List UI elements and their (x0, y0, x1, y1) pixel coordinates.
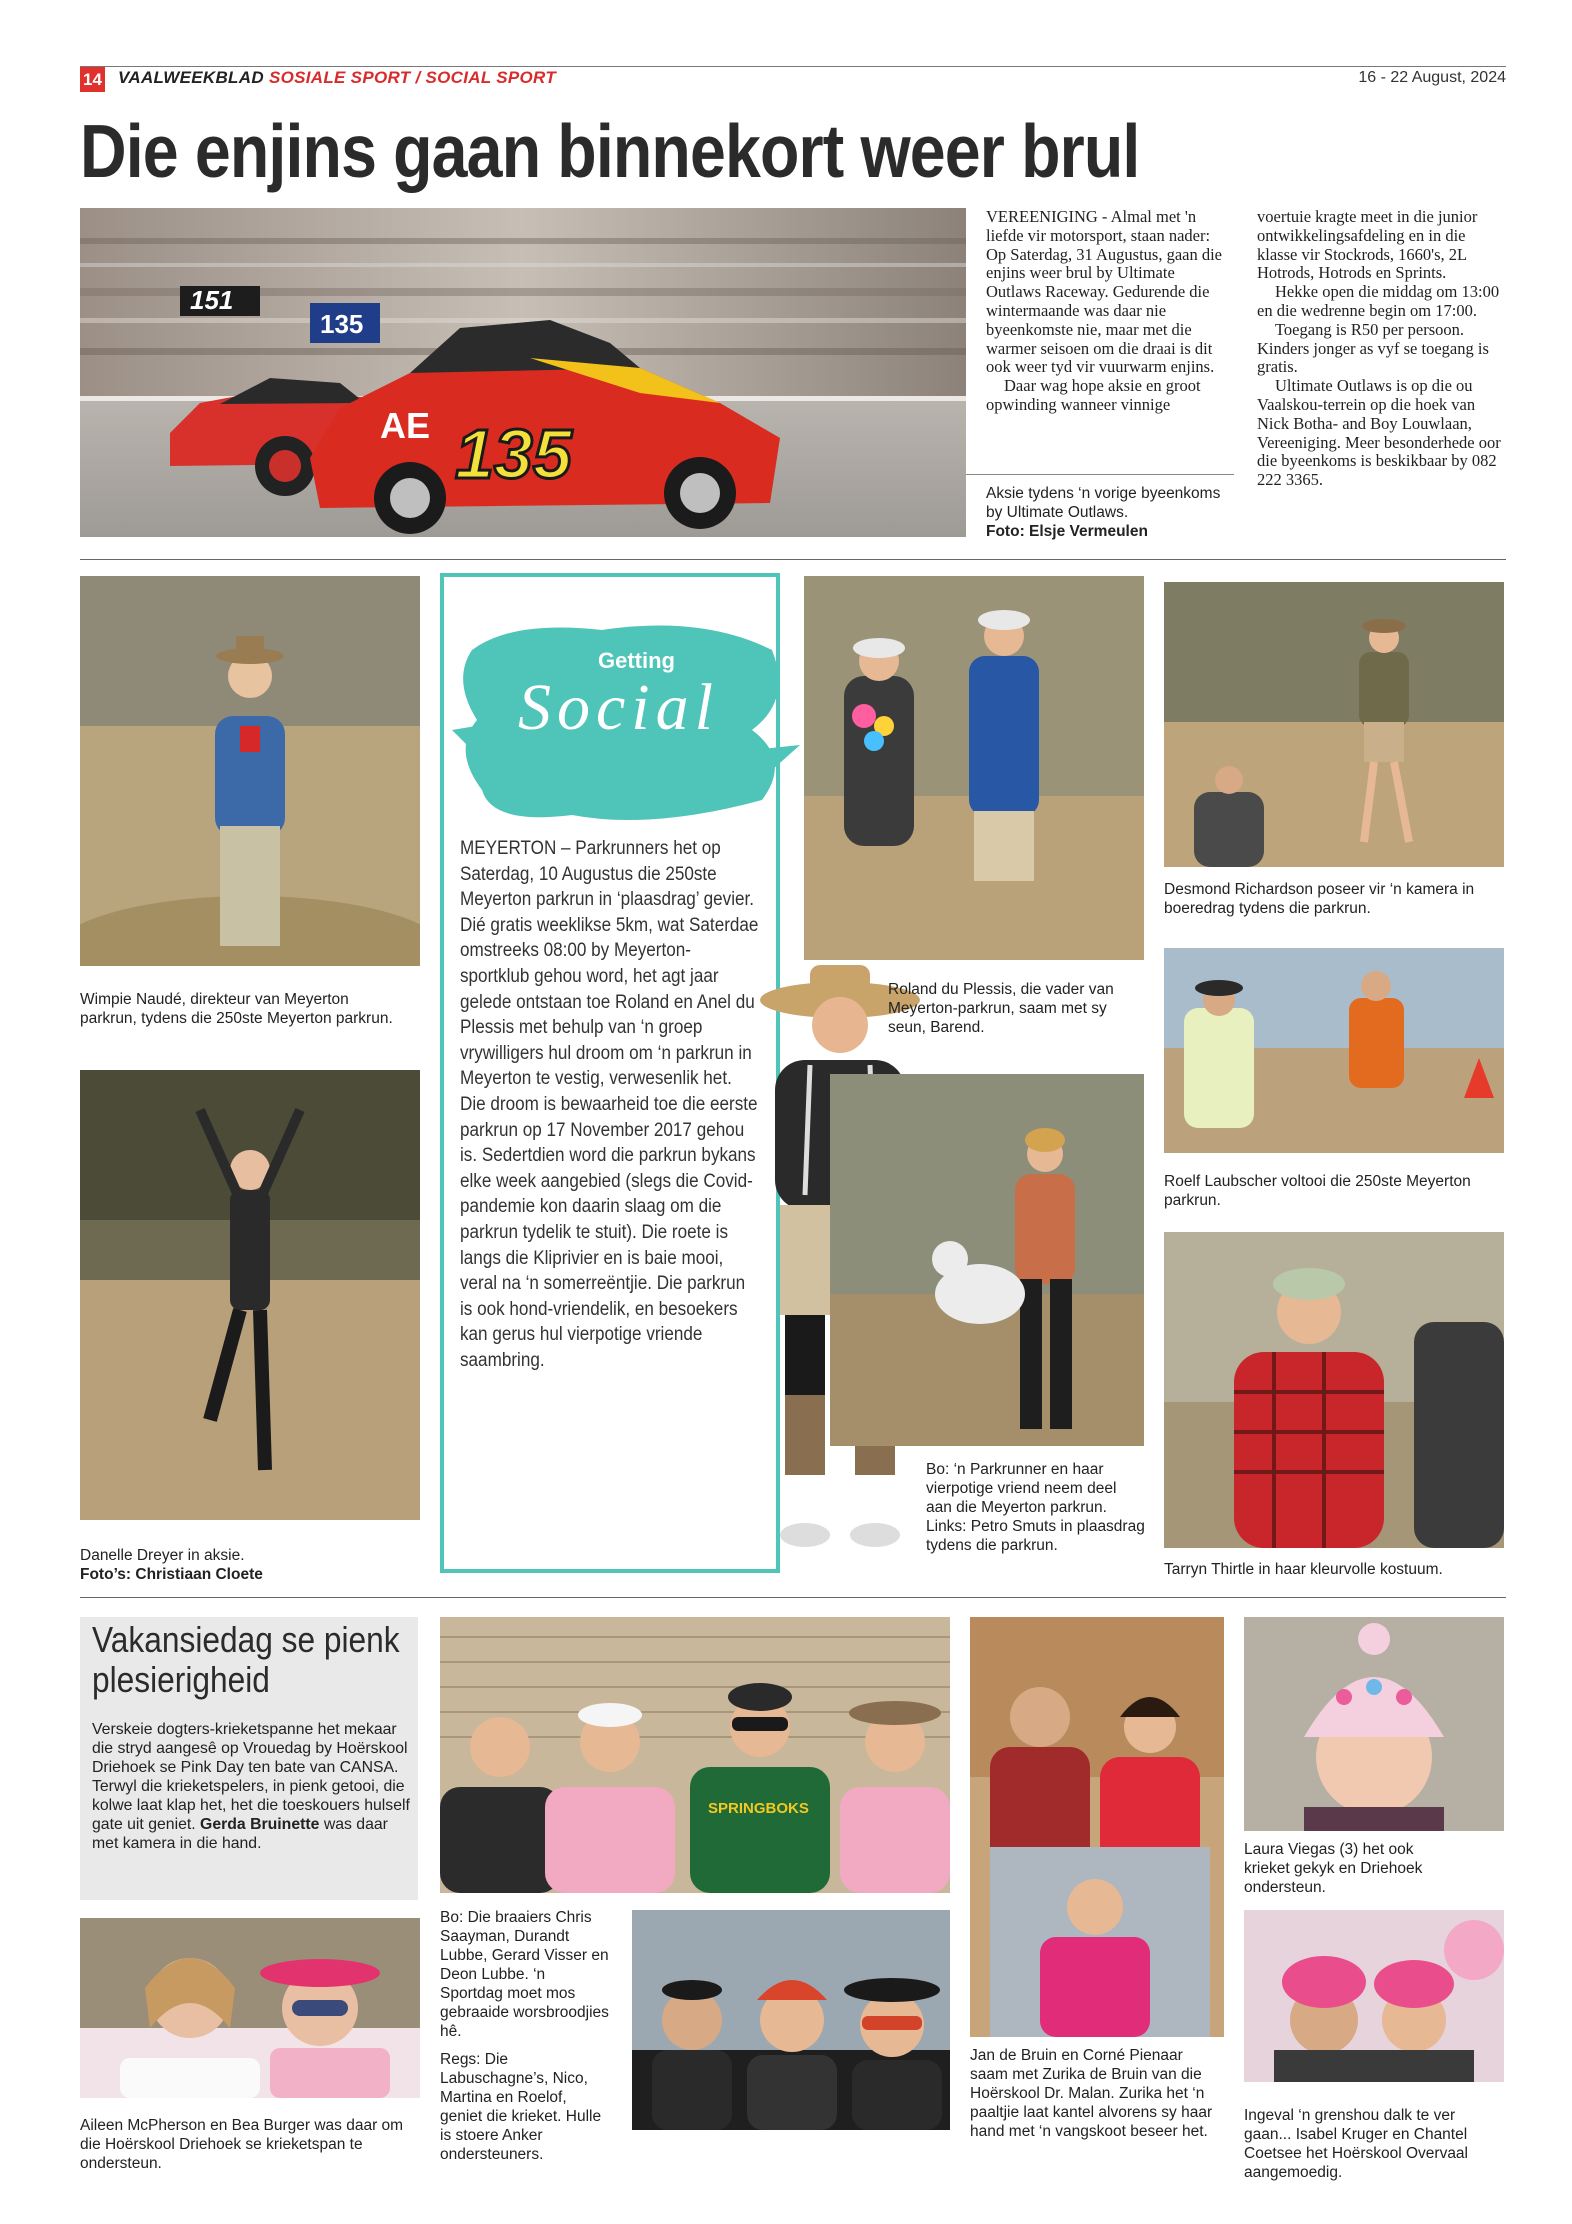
race-car-photo (80, 208, 966, 537)
social-label: Social (518, 671, 719, 744)
aileen-photo (80, 1918, 420, 2098)
desmond-caption: Desmond Richardson poseer vir ‘n kamera in boeredrag tydens die parkrun. (1164, 881, 1475, 917)
tarryn-photo (1164, 1232, 1504, 1548)
ingeval-photo (1244, 1910, 1504, 2082)
motorsport-paragraph: Daar wag hope aksie en groot opwinding wanneer vinnige (986, 376, 1201, 414)
wimpie-caption: Wimpie Naudé, direkteur van Meyerton parkrun, tydens die 250ste Meyerton parkrun. (80, 991, 393, 1027)
danelle-photo (80, 1070, 420, 1520)
laura-photo (1244, 1617, 1504, 1831)
headline-motorsport: Die enjins gaan binnekort weer brul (80, 109, 1140, 193)
tarryn-caption: Tarryn Thirtle in haar kleurvolle kostuum. (1164, 1561, 1443, 1578)
cricket-body (92, 1720, 410, 1853)
roelf-caption: Roelf Laubscher voltooi die 250ste Meyerton parkrun. (1164, 1173, 1471, 1209)
motorsport-paragraph: Toegang is R50 per persoon. Kinders jonger as vyf se toegang is gratis. (1257, 319, 1489, 377)
jan-de-bruin-caption: Jan de Bruin en Corné Pienaar saam met Zurika de Bruin van die Hoërskool Dr. Malan. Zurika het ‘n paaltjie laat kantel alvorens sy haar hand met ‘n vangskoot beseer het. (970, 2047, 1213, 2140)
wimpie-photo (80, 576, 420, 966)
braaiers-photo (440, 1617, 950, 1893)
motorsport-column-2 (1257, 208, 1509, 490)
laura-caption: Laura Viegas (3) het ook krieket gekyk en Driehoek ondersteun. (1244, 1841, 1423, 1896)
motorsport-column-1 (986, 208, 1230, 415)
desmond-photo (1164, 582, 1504, 867)
cricket-title: Vakansiedag se pienk plesierigheid (92, 1619, 400, 1700)
danelle-caption (80, 1546, 400, 1584)
ingeval-caption: Ingeval ‘n grenshou dalk te ver gaan... Isabel Kruger en Chantel Coetsee het Hoërskool Overvaal aangemoedig. (1244, 2107, 1469, 2181)
motorsport-paragraph: Ultimate Outlaws is op die ou Vaalskou-terrein op die hoek van Nick Botha- and Boy Louwlaan, Vereeniging. Meer besonderhede oor die byeenkoms is beskikbaar by 082 222 3365. (1257, 376, 1501, 490)
page-number: 14 (80, 67, 105, 92)
cricket-body-text: Verskeie dogters-krieketspanne het mekaar die stryd aangesê op Vrouedag by Hoërskool Driehoek se Pink Day ten bate van CANSA. Terwyl die krieketspelers, in pienk getooi, die kolwe laat klap het, het die toeskouers hulself gate uit geniet. (92, 1721, 410, 1833)
getting-label: Getting (598, 648, 675, 673)
danelle-caption-text: Danelle Dreyer in aksie. (80, 1547, 245, 1564)
dog-runner-photo (830, 1074, 1144, 1446)
motorsport-caption (986, 484, 1230, 541)
issue-date: 16 - 22 August, 2024 (1358, 69, 1506, 86)
cricket-photographer: Gerda Bruinette (200, 1816, 320, 1833)
labuschagne-photo (632, 1910, 950, 2130)
svg-text:151: 151 (190, 285, 234, 315)
labuschagne-caption: Regs: Die Labuschagne’s, Nico, Martina en Roelof, geniet die krieket. Hulle is stoere Anker ondersteuners. (440, 2051, 602, 2163)
motorsport-paragraph: Hekke open die middag om 13:00 en die wedrenne begin om 17:00. (1257, 282, 1500, 320)
motorsport-caption-text: Aksie tydens ‘n vorige byeenkoms by Ultimate Outlaws. (986, 485, 1221, 521)
section-name: SOSIALE SPORT / SOCIAL SPORT (268, 68, 557, 87)
paper-name: VAALWEEKBLAD (118, 68, 264, 87)
svg-text:AE: AE (380, 405, 431, 446)
jan-de-bruin-photo (970, 1617, 1224, 2037)
cricket-body-text: was daar met kamera in die hand. (92, 1816, 388, 1852)
motorsport-paragraph: voertuie kragte meet in die junior ontwikkelingsafdeling en in die klasse vir Stockrods, 1660's, 2L Hotrods, Hotrods en Sprints. (1257, 207, 1478, 283)
svg-text:135: 135 (320, 309, 364, 339)
parkrun-body: MEYERTON – Parkrunners het op Saterdag, 10 Augustus die 250ste Meyerton parkrun in ‘plaasdrag’ gevier. Dié gratis weeklikse 5km, wat Saterdae omstreeks 08:00 by Meyerton-sportklub gehou word, het agt jaar gelede ontstaan toe Roland en Anel du Plessis met behulp van ‘n groep vrywilligers hul droom om ‘n parkrun in Meyerton te vestig, verwesenlik het. Die droom is bewaarheid toe die eerste parkrun op 17 November 2017 gehou is. Sedertdien word die parkrun bykans elke week aangebied (slegs die Covid-pandemie kon daarin slaag om die parkrun tydelik te stuit). Die roete is langs die Kliprivier en is baie mooi, veral na ‘n somerreëntjie. Die parkrun is ook hond-vriendelik, en besoekers kan gerus hul vierpotige vriende saambring. (460, 838, 759, 1371)
motorsport-paragraph: VEREENIGING - Almal met 'n liefde vir motorsport, staan nader: Op Saterdag, 31 Augustus, gaan die enjins weer brul by Ultimate Outlaws Raceway. Gedurende die wintermaande was daar nie byeenkomste nie, maar met die warmer seisoen om die draai is dit ook weer tyd vir vuurwarm enjins. (986, 207, 1223, 377)
parkrun-photo-credit: Foto’s: Christiaan Cloete (80, 1566, 263, 1583)
aileen-caption: Aileen McPherson en Bea Burger was daar om die Hoërskool Driehoek se krieketspan te ondersteun. (80, 2117, 404, 2172)
masthead-title (118, 68, 556, 88)
dog-caption: Bo: ‘n Parkrunner en haar vierpotige vriend neem deel aan die Meyerton parkrun. Links: Petro Smuts in plaasdrag tydens die parkrun. (926, 1461, 1145, 1554)
svg-text:135: 135 (455, 415, 572, 493)
roland-caption: Roland du Plessis, die vader van Meyerton-parkrun, saam met sy seun, Barend. (888, 981, 1114, 1036)
springboks-shirt-text: SPRINGBOKS (708, 1800, 809, 1817)
braaiers-caption: Bo: Die braaiers Chris Saayman, Durandt Lubbe, Gerard Visser en Deon Lubbe. ‘n Sportdag moet mos gebraaide worsbroodjies hê. (440, 1909, 609, 2040)
motorsport-photo-credit: Foto: Elsje Vermeulen (986, 523, 1148, 540)
roland-photo (804, 576, 1144, 960)
roelf-photo (1164, 948, 1504, 1153)
